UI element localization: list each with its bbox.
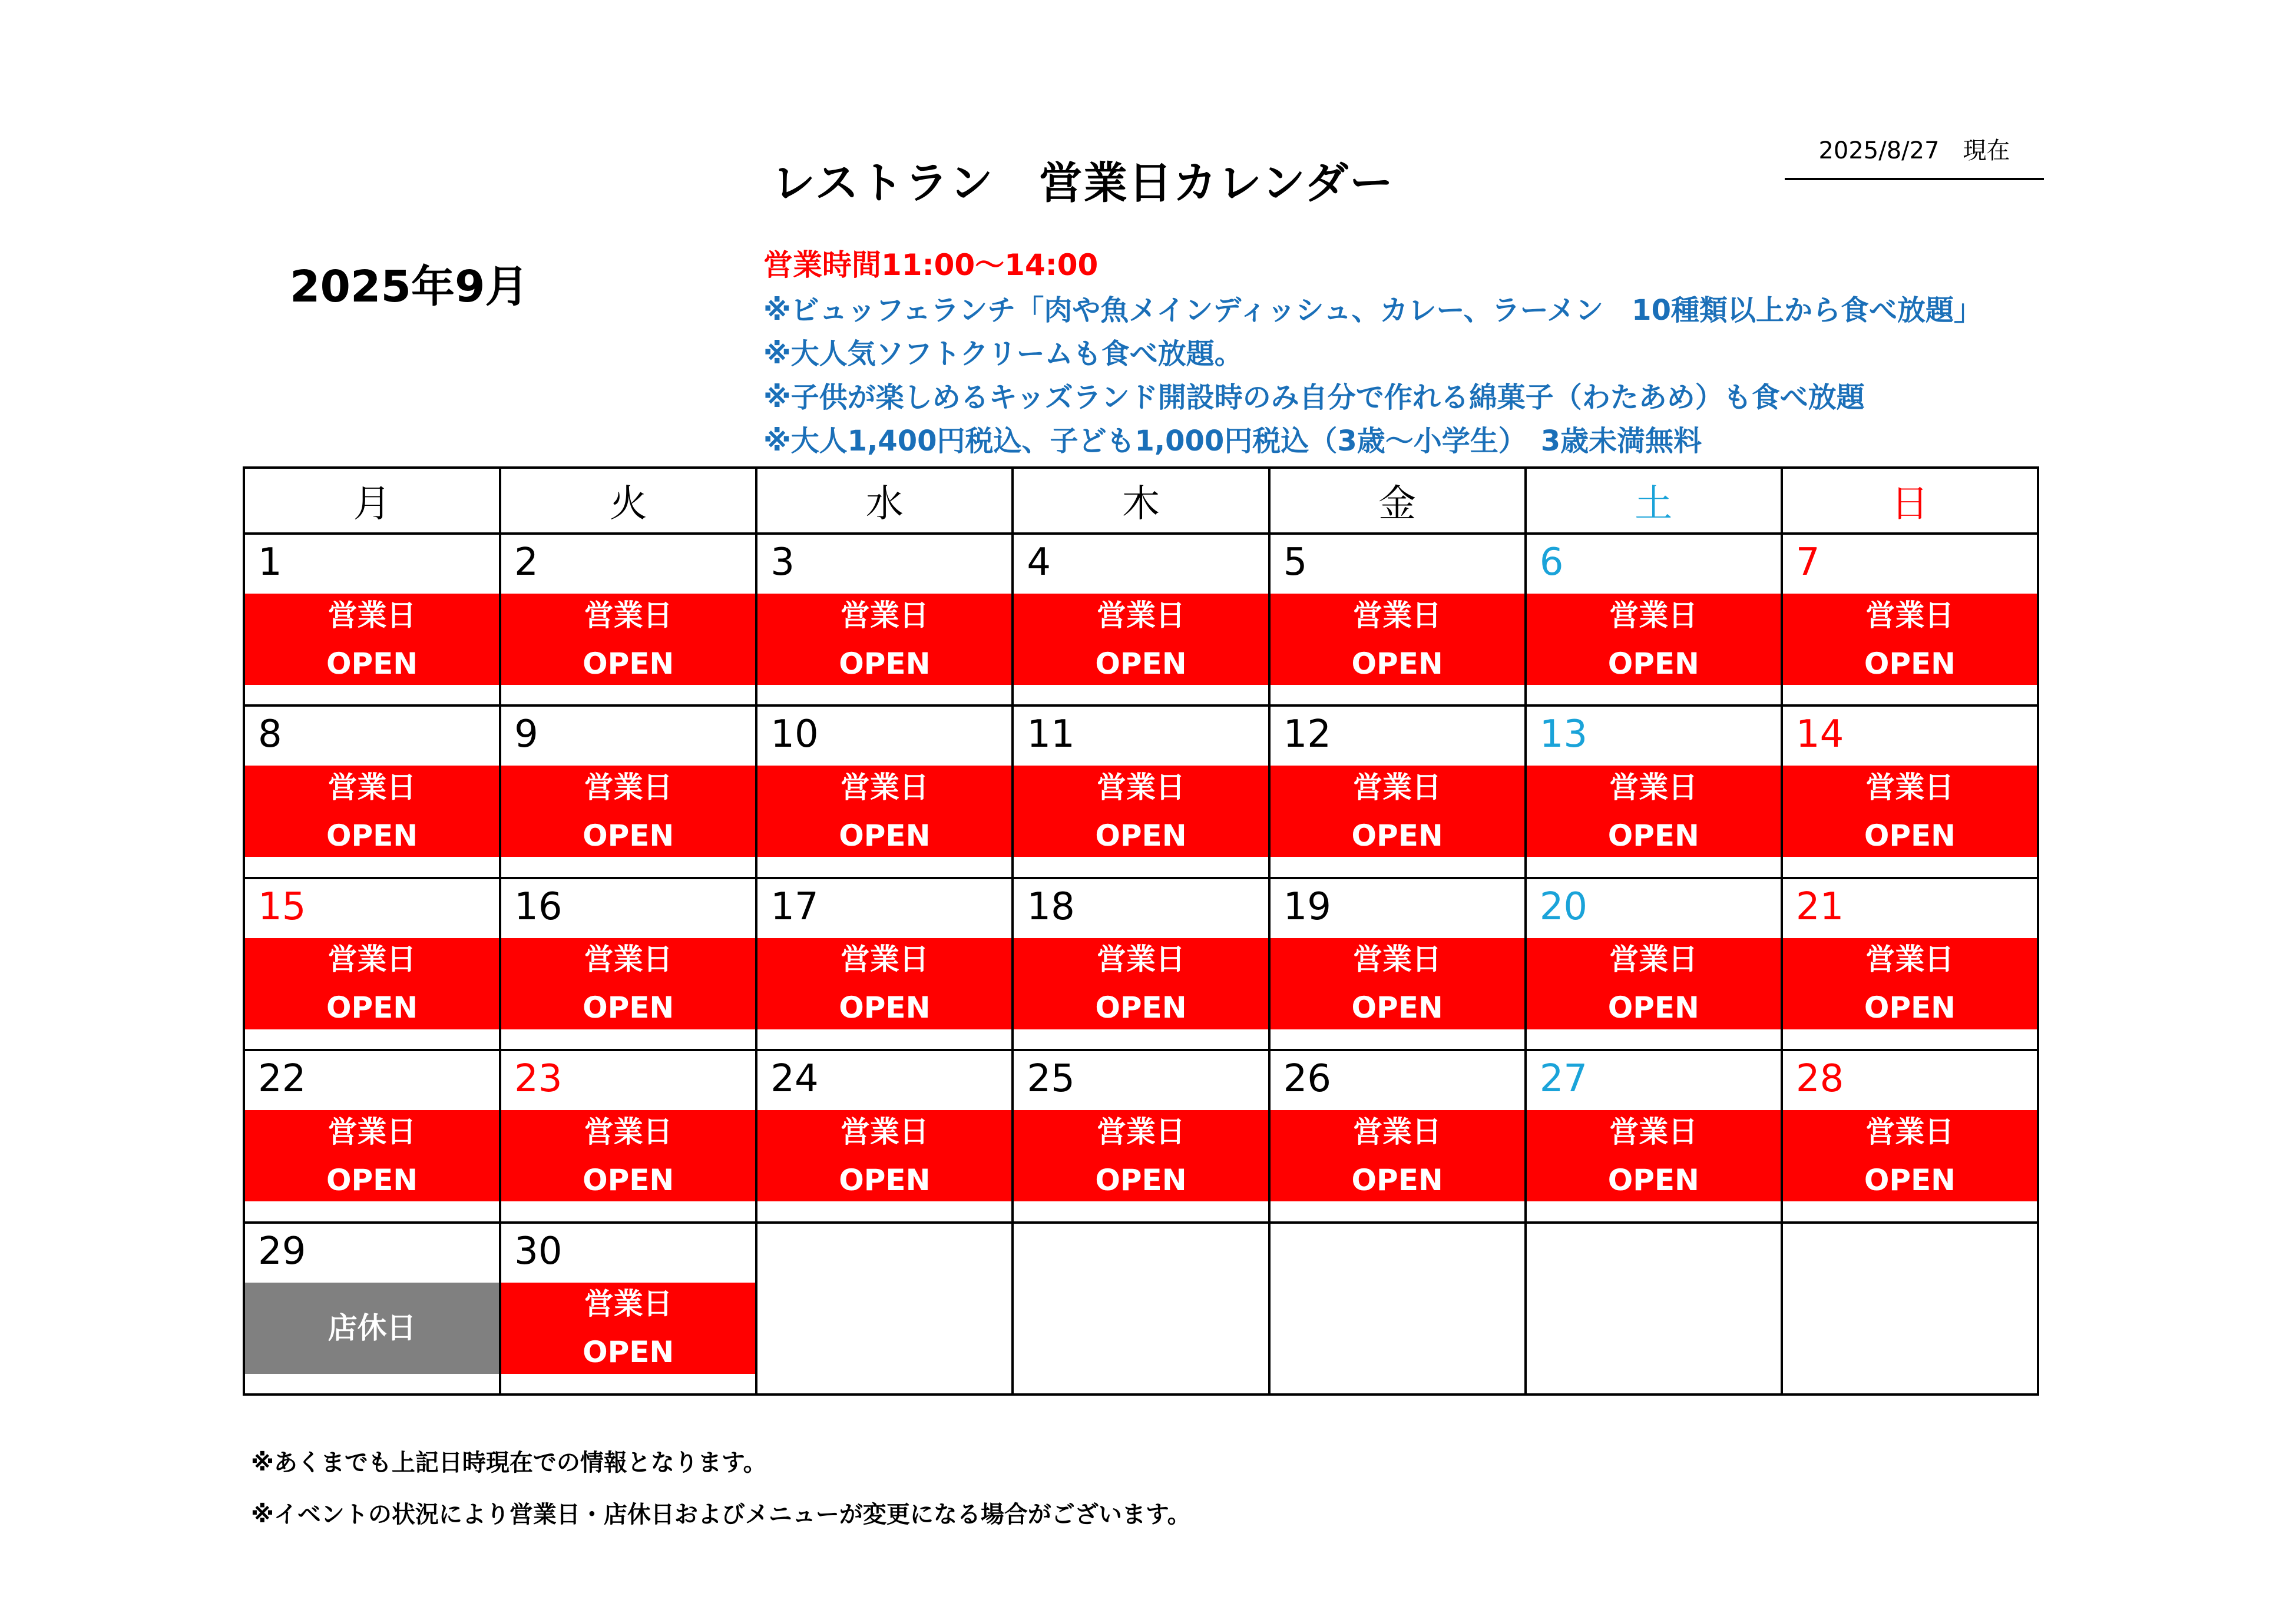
status-open-label-en: OPEN	[326, 1162, 418, 1197]
status-open-label-en: OPEN	[1864, 818, 1956, 853]
status-open-label: 営業日	[1609, 770, 1698, 804]
day-cell-8	[245, 707, 501, 879]
as-of-date: 2025/8/27 現在	[1785, 137, 2044, 180]
empty-day-cell	[1014, 1224, 1270, 1396]
status-open-label: 営業日	[1353, 942, 1442, 977]
status-open-badge	[245, 1110, 499, 1201]
status-open-label: 営業日	[1096, 942, 1185, 977]
day-number: 21	[1795, 885, 1844, 929]
status-open-badge	[1271, 766, 1524, 857]
day-number: 15	[258, 885, 306, 929]
status-open-label: 営業日	[1865, 770, 1954, 804]
day-number: 24	[770, 1057, 819, 1101]
status-open-badge	[1014, 1110, 1268, 1201]
status-open-label-en: OPEN	[326, 646, 418, 681]
status-open-badge	[1271, 938, 1524, 1029]
weekday-header-sat: 土	[1527, 469, 1783, 535]
day-number: 19	[1283, 885, 1331, 929]
day-cell-13	[1527, 707, 1783, 879]
day-cell-22	[245, 1051, 501, 1223]
day-number: 8	[258, 713, 282, 757]
day-cell-17	[757, 879, 1014, 1051]
footer-note: ※あくまでも上記日時現在での情報となります。	[251, 1449, 767, 1476]
day-cell-11	[1014, 707, 1270, 879]
status-open-label: 営業日	[584, 598, 673, 632]
empty-day-cell	[1783, 1224, 2039, 1396]
weekday-header-wed: 水	[757, 469, 1014, 535]
status-open-badge	[245, 938, 499, 1029]
weekday-header-sun: 日	[1783, 469, 2039, 535]
status-open-label: 営業日	[327, 598, 416, 632]
status-open-label-en: OPEN	[1607, 991, 1699, 1025]
info-note: ※ビュッフェランチ「肉や魚メインディッシュ、カレー、ラーメン 10種類以上から食べ放題」	[763, 294, 1982, 327]
status-open-label-en: OPEN	[1864, 646, 1956, 681]
status-open-label-en: OPEN	[583, 818, 674, 853]
status-open-badge	[757, 766, 1011, 857]
status-closed-badge	[245, 1283, 499, 1374]
day-cell-27	[1527, 1051, 1783, 1223]
day-number: 25	[1027, 1057, 1075, 1101]
status-open-label: 営業日	[1609, 942, 1698, 977]
status-open-label: 営業日	[584, 1114, 673, 1149]
status-open-label-en: OPEN	[1864, 991, 1956, 1025]
status-open-label: 営業日	[1353, 770, 1442, 804]
day-number: 22	[258, 1057, 306, 1101]
status-open-badge	[245, 766, 499, 857]
status-open-label-en: OPEN	[1351, 991, 1443, 1025]
status-open-badge	[1527, 938, 1781, 1029]
day-cell-2	[501, 535, 757, 707]
day-number: 18	[1027, 885, 1075, 929]
day-cell-6	[1527, 535, 1783, 707]
status-open-label-en: OPEN	[839, 818, 931, 853]
day-number: 4	[1027, 541, 1051, 584]
day-cell-7	[1783, 535, 2039, 707]
status-open-label: 営業日	[327, 1114, 416, 1149]
status-open-label-en: OPEN	[583, 646, 674, 681]
status-open-label-en: OPEN	[1351, 818, 1443, 853]
status-open-label: 営業日	[840, 770, 929, 804]
info-note: ※大人1,400円税込、子ども1,000円税込（3歳～小学生） 3歳未満無料	[763, 425, 1702, 458]
day-number: 29	[258, 1229, 306, 1273]
day-cell-20	[1527, 879, 1783, 1051]
status-open-label: 営業日	[1096, 770, 1185, 804]
day-number: 23	[514, 1057, 563, 1101]
info-note: ※子供が楽しめるキッズランド開設時のみ自分で作れる綿菓子（わたあめ）も食べ放題	[763, 381, 1865, 414]
day-cell-3	[757, 535, 1014, 707]
status-open-label-en: OPEN	[583, 1335, 674, 1370]
day-cell-28	[1783, 1051, 2039, 1223]
info-note: ※大人気ソフトクリームも食べ放題。	[763, 337, 1243, 370]
month-label: 2025年9月	[290, 261, 529, 312]
day-number: 9	[514, 713, 538, 757]
empty-day-cell	[1527, 1224, 1783, 1396]
day-cell-23	[501, 1051, 757, 1223]
status-open-badge	[1783, 594, 2037, 685]
day-cell-29	[245, 1224, 501, 1396]
status-open-badge	[1527, 594, 1781, 685]
status-closed-label: 店休日	[327, 1311, 416, 1346]
status-open-badge	[1271, 594, 1524, 685]
status-open-badge	[1014, 594, 1268, 685]
status-open-badge	[1783, 938, 2037, 1029]
status-open-label: 営業日	[840, 598, 929, 632]
page-title: レストラン 営業日カレンダー	[772, 158, 1394, 208]
day-cell-19	[1271, 879, 1527, 1051]
day-cell-18	[1014, 879, 1270, 1051]
day-number: 12	[1283, 713, 1331, 757]
day-cell-1	[245, 535, 501, 707]
calendar-grid	[243, 466, 2039, 1396]
status-open-badge	[1527, 766, 1781, 857]
status-open-label-en: OPEN	[1095, 991, 1187, 1025]
status-open-label-en: OPEN	[583, 991, 674, 1025]
status-open-badge	[1527, 1110, 1781, 1201]
status-open-badge	[1271, 1110, 1524, 1201]
status-open-label: 営業日	[1865, 942, 1954, 977]
status-open-badge	[1014, 938, 1268, 1029]
empty-day-cell	[757, 1224, 1014, 1396]
weekday-header-thu: 木	[1014, 469, 1270, 535]
status-open-label-en: OPEN	[1607, 1162, 1699, 1197]
footer-notes	[251, 1437, 1191, 1541]
status-open-badge	[501, 594, 755, 685]
status-open-badge	[1014, 766, 1268, 857]
status-open-label: 営業日	[584, 1287, 673, 1321]
weekday-header-mon: 月	[245, 469, 501, 535]
status-open-label: 営業日	[840, 942, 929, 977]
day-number: 7	[1795, 541, 1820, 584]
status-open-label-en: OPEN	[839, 991, 931, 1025]
status-open-badge	[501, 1110, 755, 1201]
status-open-label-en: OPEN	[1607, 646, 1699, 681]
day-cell-14	[1783, 707, 2039, 879]
status-open-label: 営業日	[584, 770, 673, 804]
status-open-label: 営業日	[1096, 598, 1185, 632]
day-cell-16	[501, 879, 757, 1051]
info-notes	[763, 289, 1982, 463]
day-cell-9	[501, 707, 757, 879]
day-number: 30	[514, 1229, 563, 1273]
day-cell-21	[1783, 879, 2039, 1051]
status-open-label-en: OPEN	[1607, 818, 1699, 853]
status-open-label-en: OPEN	[326, 991, 418, 1025]
status-open-label: 営業日	[840, 1114, 929, 1149]
day-cell-24	[757, 1051, 1014, 1223]
day-number: 26	[1283, 1057, 1331, 1101]
status-open-label-en: OPEN	[839, 646, 931, 681]
status-open-label: 営業日	[584, 942, 673, 977]
day-number: 1	[258, 541, 282, 584]
day-number: 28	[1795, 1057, 1844, 1101]
day-cell-15	[245, 879, 501, 1051]
day-number: 16	[514, 885, 563, 929]
status-open-label-en: OPEN	[839, 1162, 931, 1197]
status-open-badge	[501, 1283, 755, 1374]
footer-note: ※イベントの状況により営業日・店休日およびメニューが変更になる場合がございます。	[251, 1501, 1191, 1528]
day-cell-12	[1271, 707, 1527, 879]
status-open-label: 営業日	[1609, 598, 1698, 632]
empty-day-cell	[1271, 1224, 1527, 1396]
status-open-label-en: OPEN	[1095, 646, 1187, 681]
day-number: 2	[514, 541, 538, 584]
day-cell-4	[1014, 535, 1270, 707]
status-open-badge	[757, 938, 1011, 1029]
status-open-label-en: OPEN	[1351, 1162, 1443, 1197]
status-open-label: 営業日	[327, 942, 416, 977]
status-open-label: 営業日	[1865, 598, 1954, 632]
status-open-label: 営業日	[1096, 1114, 1185, 1149]
status-open-badge	[501, 938, 755, 1029]
weekday-header-fri: 金	[1271, 469, 1527, 535]
day-number: 13	[1539, 713, 1588, 757]
status-open-badge	[245, 594, 499, 685]
day-cell-10	[757, 707, 1014, 879]
status-open-label: 営業日	[1353, 598, 1442, 632]
day-number: 3	[770, 541, 795, 584]
business-hours: 営業時間11:00～14:00	[763, 248, 1099, 282]
day-number: 11	[1027, 713, 1075, 757]
status-open-badge	[757, 1110, 1011, 1201]
status-open-label-en: OPEN	[1095, 818, 1187, 853]
day-number: 17	[770, 885, 819, 929]
status-open-badge	[757, 594, 1011, 685]
day-number: 14	[1795, 713, 1844, 757]
day-number: 10	[770, 713, 819, 757]
status-open-badge	[1783, 766, 2037, 857]
status-open-label: 営業日	[327, 770, 416, 804]
status-open-label-en: OPEN	[1095, 1162, 1187, 1197]
day-cell-26	[1271, 1051, 1527, 1223]
status-open-badge	[501, 766, 755, 857]
day-number: 20	[1539, 885, 1588, 929]
status-open-badge	[1783, 1110, 2037, 1201]
day-number: 5	[1283, 541, 1308, 584]
status-open-label: 営業日	[1865, 1114, 1954, 1149]
day-number: 27	[1539, 1057, 1588, 1101]
status-open-label-en: OPEN	[583, 1162, 674, 1197]
status-open-label: 営業日	[1353, 1114, 1442, 1149]
status-open-label-en: OPEN	[1351, 646, 1443, 681]
weekday-header-tue: 火	[501, 469, 757, 535]
status-open-label-en: OPEN	[1864, 1162, 1956, 1197]
status-open-label-en: OPEN	[326, 818, 418, 853]
day-cell-30	[501, 1224, 757, 1396]
day-cell-25	[1014, 1051, 1270, 1223]
day-number: 6	[1539, 541, 1564, 584]
day-cell-5	[1271, 535, 1527, 707]
status-open-label: 営業日	[1609, 1114, 1698, 1149]
